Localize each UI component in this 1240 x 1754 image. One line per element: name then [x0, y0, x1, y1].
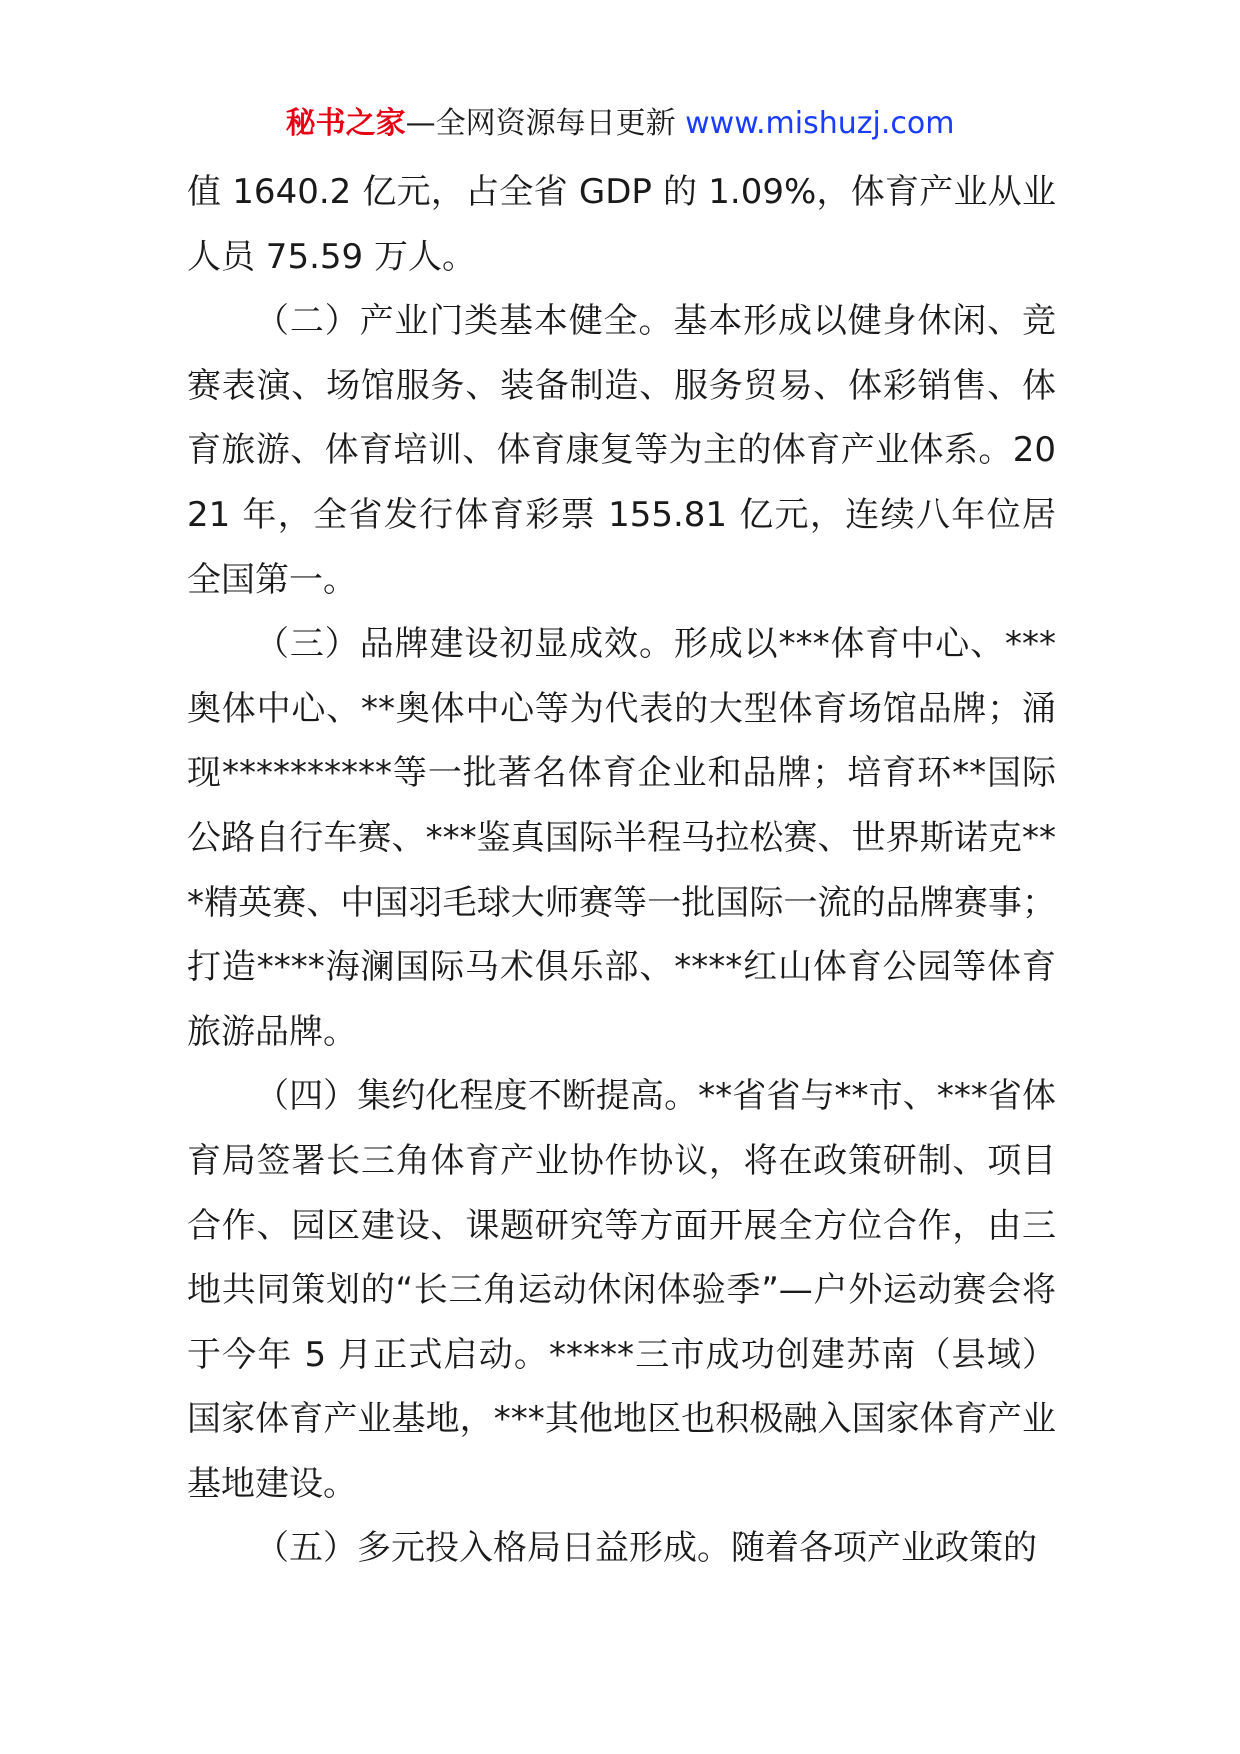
paragraph-intensification: （四）集约化程度不断提高。**省省与**市、***省体育局签署长三角体育产业协作协议，将在政策研制、项目合作、园区建设、课题研究等方面开展全方位合作，由三地共同策划的“长三角运动休闲体验季”—户外运动赛会将于今年 5 月正式启动。*****三市成功创建苏南（县域）国家体育产业基地，***其他地区也积极融入国家体育产业基地建设。 [187, 1076, 1056, 1504]
paragraph-brand-building: （三）品牌建设初显成效。形成以***体育中心、***奥体中心、**奥体中心等为代表的大型体育场馆品牌；涌现**********等一批著名体育企业和品牌；培育环**国际公路自行车赛、***鉴真国际半程马拉松赛、世界斯诺克***精英赛、中国羽毛球大师赛等一批国际一流的品牌赛事；打造****海澜国际马术俱乐部、****红山体育公园等体育旅游品牌。 [187, 624, 1056, 1052]
site-header [0, 104, 1240, 144]
paragraph-investment: （五）多元投入格局日益形成。随着各项产业政策的 [255, 1528, 1037, 1569]
site-brand: 秘书之家 [285, 106, 406, 141]
paragraph-continuation: 值 1640.2 亿元，占全省 GDP 的 1.09%，体育产业从业人员 75.59 万人。 [187, 172, 1056, 277]
site-slogan: —全网资源每日更新 [405, 106, 676, 141]
paragraph-industry-categories: （二）产业门类基本健全。基本形成以健身休闲、竞赛表演、场馆服务、装备制造、服务贸易、体彩销售、体育旅游、体育培训、体育康复等为主的体育产业体系。2021 年，全省发行体育彩票 155.81 亿元，连续八年位居全国第一。 [187, 301, 1056, 600]
site-url-link[interactable]: www.mishuzj.com [685, 106, 955, 141]
document-body [187, 160, 1056, 1581]
